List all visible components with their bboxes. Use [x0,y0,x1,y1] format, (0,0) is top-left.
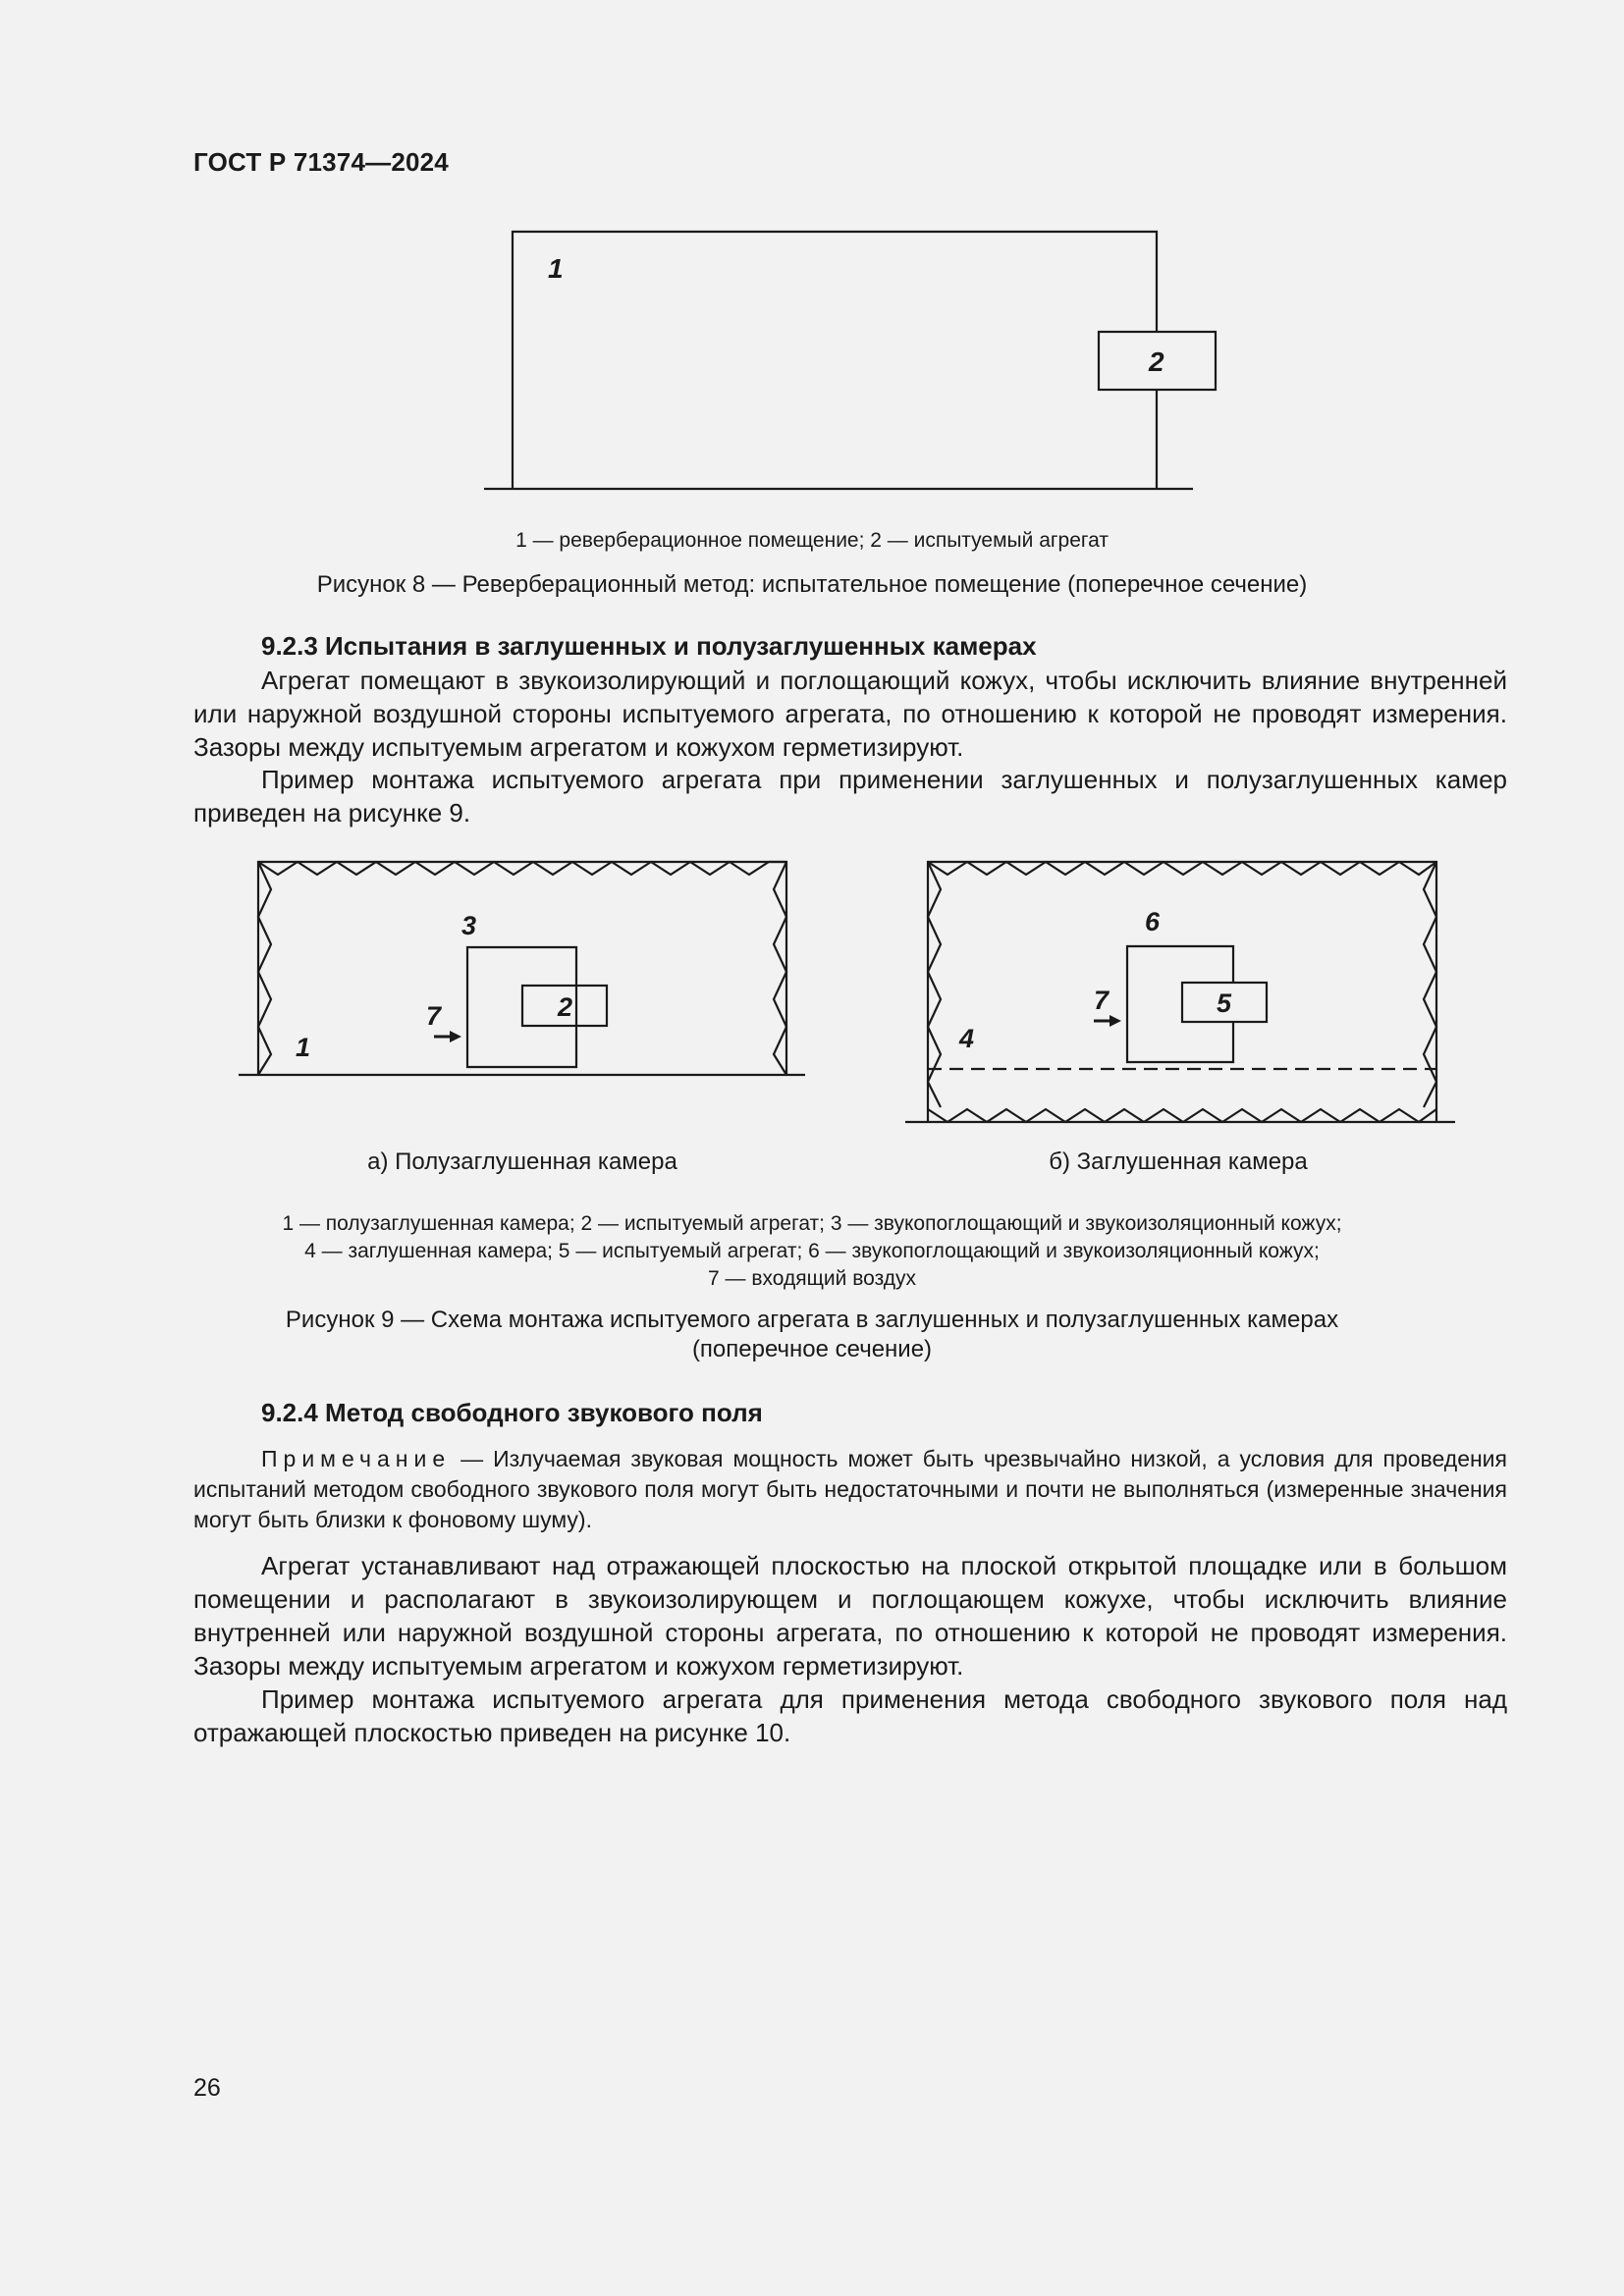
para-text: Агрегат помещают в звукоизолирующий и поглощающий кожух, чтобы исключить влияние внутренней или наружной воздушной стороны испытуемого агрегата, по отношению к которой не проводят измерения. Зазоры между испытуемым агрегатом и кожухом герметизируют. [193,666,1507,762]
figure-8-diagram [0,0,1624,609]
page-number: 26 [193,2074,221,2102]
label-7a: 7 [426,1001,442,1031]
para-text: Агрегат устанавливают над отражающей плоскостью на плоской открытой площадке или в большом помещении и располагают в звукоизолирующем и поглощающем кожухе, чтобы исключить влияние внутренней или наружной воздушной стороны агрегата, по отношению к которой не проводят измерения. Зазоры между испытуемым агрегатом и кожухом герметизируют. [193,1551,1507,1681]
left-wall-absorber-b [928,862,941,1107]
label-1: 1 [548,253,564,284]
label-6: 6 [1145,907,1161,936]
section-9-2-4-para2 [193,1682,1507,1749]
label-3: 3 [461,911,477,940]
arrow-head-b [1110,1015,1121,1027]
label-4: 4 [959,1024,975,1053]
note-label: Примечание [261,1446,452,1471]
note-text: — Излучаемая звуковая мощность может быть чрезвычайно низкой, а условия для проведения испытаний методом свободного звукового поля могут быть недостаточными и почти не выполняться (измеренные значения могут быть близки к фоновому шуму). [193,1446,1507,1532]
figure-9a-caption: а) Полузаглушенная камера [367,1148,677,1175]
ceiling-absorber-b [928,862,1436,875]
floor-absorber-b [928,1109,1436,1122]
left-wall-absorber [258,862,271,1075]
ceiling-absorber [258,862,786,875]
figure-9-legend-line3: 7 — входящий воздух [708,1267,916,1290]
figure-8-legend [0,526,1624,555]
figure-9-title-line2: (поперечное сечение) [691,1336,933,1362]
section-9-2-4-title: 9.2.4 Метод свободного звукового поля [261,1398,763,1427]
figure-8-legend-text: 1 — реверберационное помещение; 2 — испытуемый агрегат [515,529,1109,552]
arrow-head-a [450,1031,461,1042]
right-wall-absorber [774,862,786,1075]
figure-9-legend-line2: 4 — заглушенная камера; 5 — испытуемый агрегат; 6 — звукопоглощающий и звукоизоляционный кожух; [304,1240,1320,1262]
figure-9-diagram [0,844,1624,1158]
semi-anechoic-chamber [239,862,805,1075]
section-9-2-3-para1 [193,664,1507,764]
para-text: Пример монтажа испытуемого агрегата для применения метода свободного звукового поля над отражающей плоскостью приведен на рисунке 10. [193,1684,1507,1747]
right-wall-absorber-b [1424,862,1436,1107]
figure-9b-caption: б) Заглушенная камера [1049,1148,1308,1175]
figure-9-legend-line1: 1 — полузаглушенная камера; 2 — испытуемый агрегат; 3 — звукопоглощающий и звукоизоляционный кожух; [282,1212,1342,1235]
reverberation-room-outline [513,232,1157,489]
label-5: 5 [1217,988,1232,1018]
label-1: 1 [296,1033,311,1062]
figure-9-title-line1: Рисунок 9 — Схема монтажа испытуемого агрегата в заглушенных и полузаглушенных камерах [285,1307,1339,1333]
document-header: ГОСТ Р 71374—2024 [193,147,449,177]
section-9-2-4-para1 [193,1549,1507,1682]
label-2: 2 [558,992,573,1022]
para-text: Пример монтажа испытуемого агрегата при применении заглушенных и полузаглушенных камер приведен на рисунке 9. [193,765,1507,828]
section-9-2-3-title: 9.2.3 Испытания в заглушенных и полузаглушенных камерах [261,631,1037,661]
section-9-2-4-note [193,1444,1507,1535]
label-7b: 7 [1094,986,1110,1015]
label-2: 2 [1149,347,1164,377]
figure-8-title: Рисунок 8 — Реверберационный метод: испытательное помещение (поперечное сечение) [316,571,1308,598]
section-9-2-3-para2 [193,763,1507,829]
anechoic-chamber [905,862,1455,1122]
